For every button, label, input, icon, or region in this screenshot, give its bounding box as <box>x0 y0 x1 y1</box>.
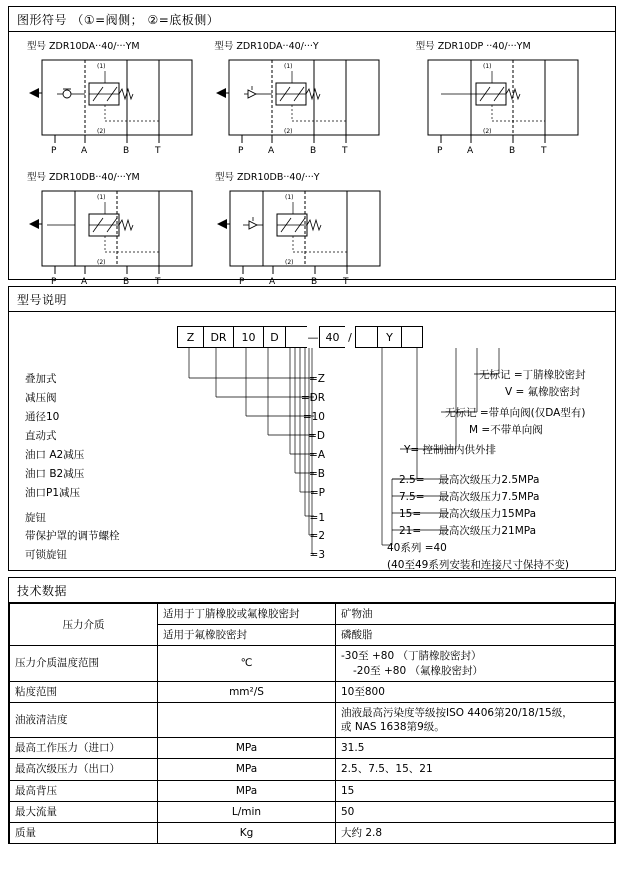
tech-subtext-nbr: 适用于丁腈橡胶或氟橡胶密封 <box>158 604 336 625</box>
model-code-left-list <box>25 370 325 565</box>
code-right-check-line-2: M =不带单向阀 <box>469 424 543 436</box>
symbol-block-zdr10da-ym <box>13 38 214 155</box>
tech-label-max-secondary-pressure: 最高次级压力（出口） <box>10 759 158 780</box>
tech-value-cleanliness <box>336 702 615 737</box>
code-left-value: =P <box>309 487 325 499</box>
svg-text:T: T <box>343 277 349 286</box>
table-row <box>10 738 615 759</box>
code-left-item <box>25 465 325 484</box>
code-left-label: 油口 A2减压 <box>25 449 85 461</box>
code-left-value: =A <box>309 449 325 461</box>
tech-label-cleanliness: 油液清洁度 <box>10 702 158 737</box>
code-series-line-2: (40至49系列安装和连接尺寸保持不变) <box>387 559 569 571</box>
code-left-label: 通径10 <box>25 411 60 423</box>
code-left-label: 直动式 <box>25 430 57 442</box>
svg-text:A: A <box>268 146 275 155</box>
symbol-mark-2: (2) <box>97 259 106 266</box>
symbol-label: 型号 ZDR10DA··40/···YM <box>27 41 140 52</box>
svg-text:B: B <box>310 146 317 155</box>
code-left-value: =10 <box>302 411 325 423</box>
table-row <box>10 759 615 780</box>
symbol-diagram <box>214 55 399 155</box>
code-right-check <box>445 405 585 439</box>
table-row <box>10 822 615 843</box>
page-root <box>0 6 624 871</box>
tech-value-temp-range <box>336 646 615 681</box>
code-left-label: 叠加式 <box>25 373 57 385</box>
tech-value-weight: 大约 2.8 <box>336 822 615 843</box>
tech-label-viscosity: 粘度范围 <box>10 681 158 702</box>
code-left-item <box>25 370 325 389</box>
code-pressure-key: 21= <box>399 525 422 537</box>
svg-text:T: T <box>540 146 547 155</box>
code-pressure-value: 最高次级压力21MPa <box>438 525 537 537</box>
code-right-y: Y= 控制油内供外排 <box>404 444 497 456</box>
symbol-block-zdr10da-y <box>214 38 415 155</box>
code-left-value: =DR <box>300 392 325 404</box>
tech-value-temp-fkm: -20至 +80 （氟橡胶密封） <box>353 664 483 677</box>
tech-subtext-fkm: 适用于氟橡胶密封 <box>158 625 336 646</box>
svg-text:B: B <box>123 277 130 286</box>
model-code-panel-title: 型号说明 <box>9 287 615 312</box>
symbol-mark-1: (1) <box>482 63 492 70</box>
code-left-label: 带保护罩的调节螺栓 <box>25 530 120 542</box>
code-left-label: 油口P1减压 <box>25 487 81 499</box>
code-left-value: =B <box>308 468 325 480</box>
symbols-panel-body <box>9 32 615 286</box>
tech-value-cleanliness-line-1: 油液最高污染度等级按ISO 4406第20/18/15级， <box>341 706 573 719</box>
tech-data-table <box>9 603 615 844</box>
code-series-line-1: 40系列 =40 <box>387 542 447 554</box>
code-left-item <box>25 484 325 503</box>
tech-unit-mpa-back: MPa <box>158 780 336 801</box>
symbol-label: 型号 ZDR10DB··40/···Y <box>215 172 320 183</box>
tech-unit-cleanliness <box>158 702 336 737</box>
code-pressure-value: 最高次级压力2.5MPa <box>438 474 540 486</box>
symbol-diagram <box>215 186 400 286</box>
tech-label-medium: 压力介质 <box>10 604 158 646</box>
table-row <box>10 801 615 822</box>
code-left-label: 旋钮 <box>25 512 46 524</box>
code-left-label: 油口 B2减压 <box>25 468 85 480</box>
tech-unit-kg: Kg <box>158 822 336 843</box>
tech-label-max-inlet-pressure: 最高工作压力（进口） <box>10 738 158 759</box>
symbol-mark-1: (1) <box>97 194 106 201</box>
tech-value-temp-nbr: -30至 +80 （丁腈橡胶密封） <box>341 650 482 663</box>
tech-value-mineral-oil: 矿物油 <box>336 604 615 625</box>
tech-value-cleanliness-line-2: 或 NAS 1638第9级。 <box>341 721 445 734</box>
code-right-seal <box>479 367 586 401</box>
symbol-diagram <box>27 186 212 286</box>
symbol-mark-1: (1) <box>285 194 294 201</box>
code-left-item <box>25 427 325 446</box>
tech-unit-lpm: L/min <box>158 801 336 822</box>
svg-text:A: A <box>269 277 276 286</box>
symbols-row-1 <box>9 32 615 155</box>
svg-text:A: A <box>81 277 88 286</box>
tech-value-max-back-pressure: 15 <box>336 780 615 801</box>
code-pressure-key: 15= <box>399 508 422 520</box>
symbols-panel <box>8 6 616 286</box>
code-right-seal-line-1: 无标记 =丁腈橡胶密封 <box>479 369 586 381</box>
table-row <box>10 604 615 625</box>
symbol-diagram <box>27 55 212 155</box>
code-left-item <box>25 446 325 465</box>
svg-text:T: T <box>155 146 161 155</box>
code-pressure-value: 最高次级压力7.5MPa <box>438 491 540 503</box>
code-left-item <box>25 389 325 408</box>
tech-unit-viscosity: mm²/S <box>158 681 336 702</box>
tech-data-panel-title: 技术数据 <box>9 578 615 603</box>
code-left-label: 可锁旋钮 <box>25 549 67 561</box>
tech-label-weight: 质量 <box>10 822 158 843</box>
svg-text:B: B <box>311 277 318 286</box>
svg-text:P: P <box>239 277 245 286</box>
svg-text:T: T <box>342 146 348 155</box>
code-right-pressure-list <box>399 472 539 540</box>
code-left-item <box>25 408 325 427</box>
code-left-item <box>25 527 325 546</box>
code-dash: — <box>307 330 319 344</box>
symbol-mark-2: (2) <box>97 128 106 135</box>
tech-data-body <box>9 603 615 844</box>
code-cell-z: Z <box>177 326 203 348</box>
code-left-item <box>25 546 325 565</box>
code-cell-10: 10 <box>233 326 263 348</box>
svg-text:T: T <box>155 277 161 286</box>
code-left-value: =2 <box>309 530 325 542</box>
svg-text:P: P <box>51 146 57 155</box>
code-left-value: =3 <box>309 549 325 561</box>
tech-label-temp-range: 压力介质温度范围 <box>10 646 158 681</box>
code-cell-dr: DR <box>203 326 233 348</box>
model-code-body <box>9 312 615 570</box>
code-pressure-row <box>399 489 539 506</box>
tech-unit-mpa-inlet: MPa <box>158 738 336 759</box>
symbols-row-2 <box>9 155 615 286</box>
model-code-panel <box>8 286 616 571</box>
tech-unit-celsius: ℃ <box>158 646 336 681</box>
svg-text:A: A <box>81 146 88 155</box>
table-row <box>10 646 615 681</box>
symbol-mark-2: (2) <box>482 128 492 135</box>
symbol-block-zdr10db-y <box>215 169 417 286</box>
tech-label-max-back-pressure: 最高背压 <box>10 780 158 801</box>
tech-value-max-secondary-pressure: 2.5、7.5、15、21 <box>336 759 615 780</box>
code-left-item <box>25 503 325 527</box>
code-left-label: 减压阀 <box>25 392 57 404</box>
tech-label-max-flow: 最大流量 <box>10 801 158 822</box>
table-row <box>10 702 615 737</box>
symbols-panel-title: 图形符号 （①=阀侧； ②=底板侧） <box>9 7 615 32</box>
table-row <box>10 780 615 801</box>
code-cell-d: D <box>263 326 285 348</box>
symbol-mark-1: (1) <box>284 63 293 70</box>
svg-text:P: P <box>238 146 244 155</box>
code-right-check-line-1: 无标记 =带单向阀(仅DA型有) <box>445 407 586 419</box>
table-row <box>10 681 615 702</box>
svg-text:B: B <box>508 146 515 155</box>
symbol-label: 型号 ZDR10DP ··40/···YM <box>415 41 531 52</box>
svg-text:B: B <box>123 146 130 155</box>
code-left-value: =Z <box>309 373 325 385</box>
tech-value-viscosity: 10至800 <box>336 681 615 702</box>
tech-value-max-flow: 50 <box>336 801 615 822</box>
code-right-series <box>387 540 569 574</box>
tech-value-max-inlet-pressure: 31.5 <box>336 738 615 759</box>
code-pressure-key: 2.5= <box>399 474 425 486</box>
svg-text:P: P <box>51 277 57 286</box>
symbol-label: 型号 ZDR10DB··40/···YM <box>27 172 140 183</box>
symbol-mark-1: (1) <box>97 63 106 70</box>
symbol-label: 型号 ZDR10DA··40/···Y <box>214 41 319 52</box>
code-pressure-key: 7.5= <box>399 491 425 503</box>
code-slash: / <box>348 330 352 344</box>
symbol-block-zdr10dp-ym <box>416 38 611 155</box>
symbol-block-zdr10db-ym <box>13 169 215 286</box>
svg-text:P: P <box>436 146 443 155</box>
code-cell-40: 40 <box>319 326 345 348</box>
code-pressure-row <box>399 523 539 540</box>
tech-data-panel <box>8 577 616 844</box>
code-pressure-value: 最高次级压力15MPa <box>438 508 537 520</box>
code-pressure-row <box>399 506 539 523</box>
svg-text:A: A <box>466 146 473 155</box>
tech-unit-mpa-secondary: MPa <box>158 759 336 780</box>
code-left-value: =D <box>308 430 325 442</box>
code-pressure-row <box>399 472 539 489</box>
tech-value-phosphate: 磷酸脂 <box>336 625 615 646</box>
code-right-seal-line-2: V = 氟橡胶密封 <box>505 386 581 398</box>
code-cell-y: Y <box>377 326 401 348</box>
symbol-diagram <box>416 55 598 155</box>
symbol-mark-2: (2) <box>284 128 293 135</box>
code-left-value: =1 <box>309 512 325 524</box>
symbol-mark-2: (2) <box>285 259 294 266</box>
